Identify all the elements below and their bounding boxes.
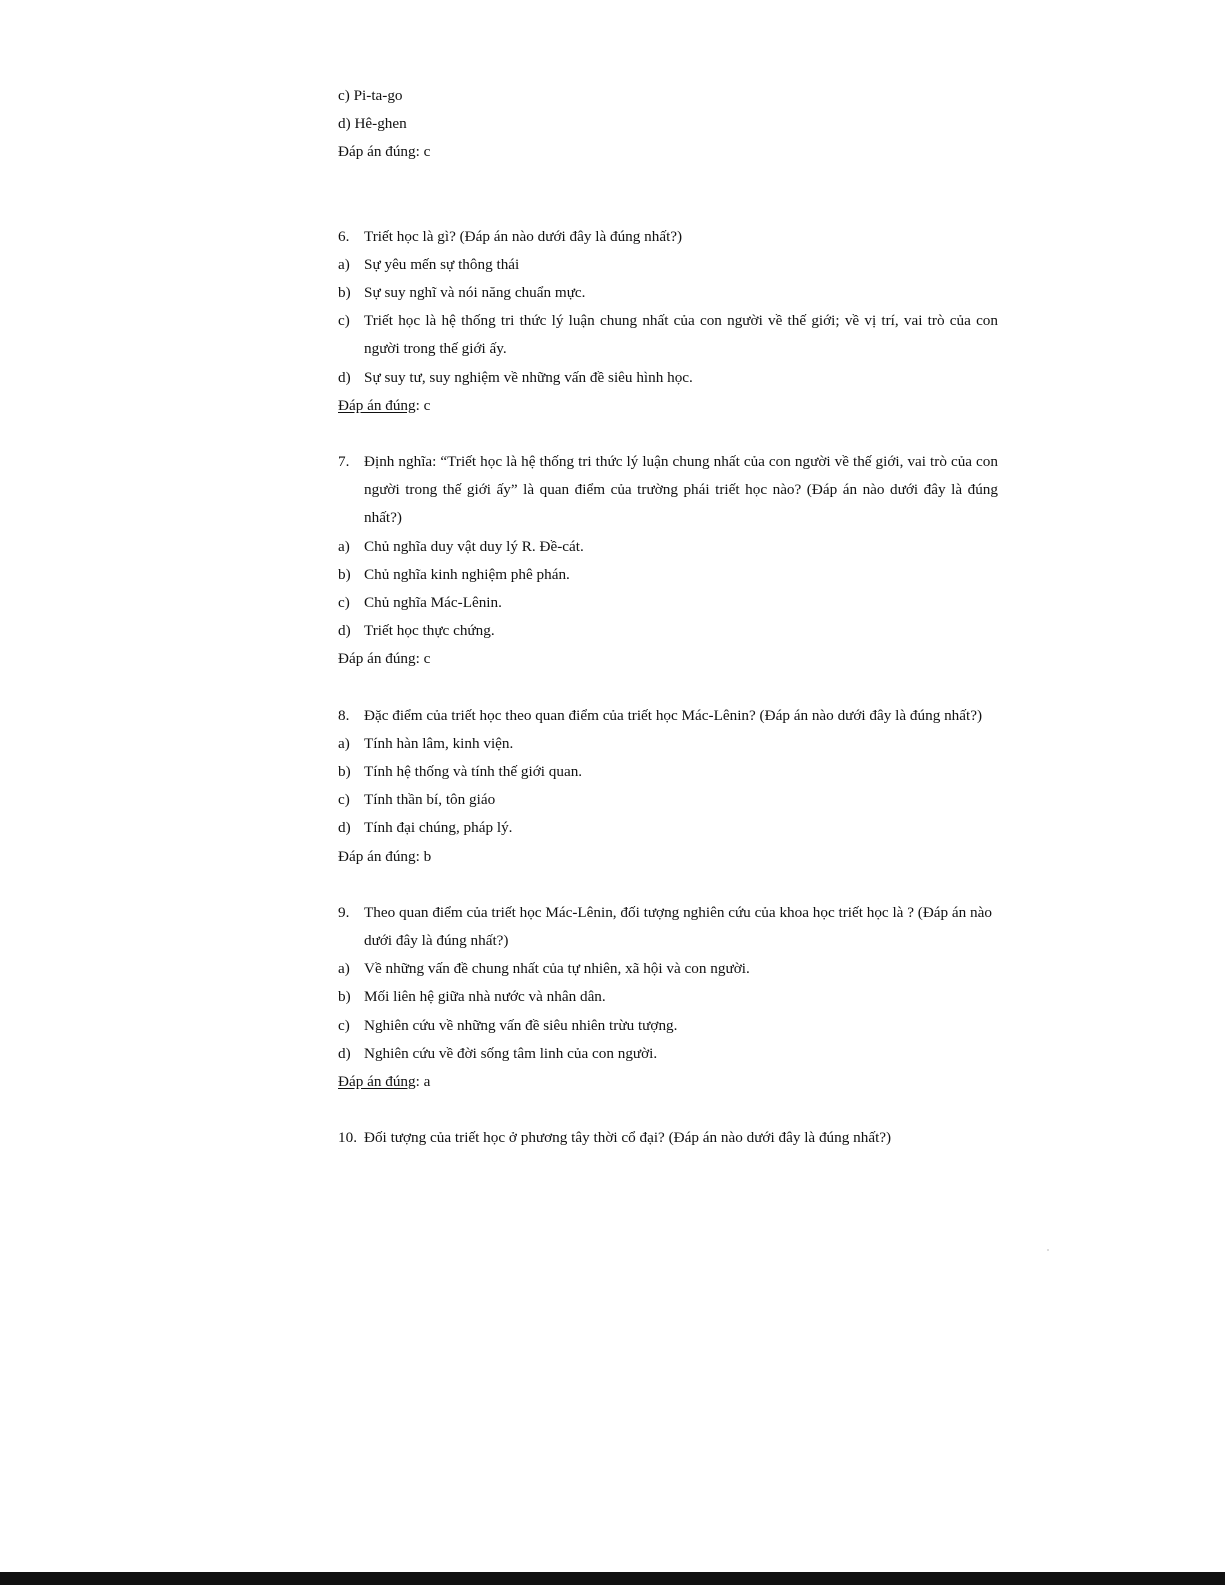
question-text: Đối tượng của triết học ở phương tây thời cổ đại? (Đáp án nào dưới đây là đúng nhất?) [364,1129,892,1147]
option-text: Mối liên hệ giữa nhà nước và nhân dân. [364,988,606,1006]
question-9 [338,899,998,1096]
option-marker: a) [338,255,350,273]
option-a [338,533,998,561]
option-d [338,364,998,392]
question-7-prompt [338,448,998,533]
question-text: Triết học là gì? (Đáp án nào dưới đây là đúng nhất?) [364,227,683,245]
option-marker: b) [338,565,351,583]
spacer [338,167,998,223]
option-text: Sự suy nghĩ và nói năng chuẩn mực. [364,284,586,302]
question-6 [338,223,998,420]
option-a [338,251,998,279]
question-number: 7. [338,453,350,471]
option-c [338,589,998,617]
option-a [338,730,998,758]
option-d [338,1040,998,1068]
question-6-answer: Đáp án đúng: c [338,396,431,414]
option-marker: b) [338,284,351,302]
answer-label: Đáp án đúng [338,650,416,668]
option-text: Triết học là hệ thống tri thức lý luận chung nhất của con người về thế giới; về vị trí, vai trò của con người trong thế giới ấy. [364,312,998,358]
option-text: Tính thần bí, tôn giáo [364,791,496,809]
option-b [338,279,998,307]
option-text: Nghiên cứu về những vấn đề siêu nhiên trừu tượng. [364,1016,678,1034]
option-marker: c) [338,1016,350,1034]
scan-bottom-edge [0,1572,1225,1585]
option-text: Triết học thực chứng. [364,622,495,640]
option-text: Tính hệ thống và tính thế giới quan. [364,763,583,781]
option-c [338,307,998,363]
question-number: 6. [338,227,350,245]
option-c [338,786,998,814]
question-8-answer: Đáp án đúng: b [338,847,432,865]
answer-value: c [423,396,431,414]
intro-option-d: d) Hê-ghen [338,115,407,133]
option-b [338,561,998,589]
answer-value: c [423,650,431,668]
option-text: Về những vấn đề chung nhất của tự nhiên, xã hội và con người. [364,960,750,978]
question-10 [338,1124,998,1152]
option-text: Chủ nghĩa Mác-Lênin. [364,594,502,612]
document-content [338,82,998,1153]
option-text: Nghiên cứu về đời sống tâm linh của con người. [364,1044,658,1062]
question-6-prompt [338,223,998,251]
answer-label: Đáp án đúng [338,143,416,161]
answer-label: Đáp án đúng [338,1073,416,1091]
option-marker: c) [338,791,350,809]
question-8 [338,702,998,871]
option-text: Chủ nghĩa duy vật duy lý R. Đề-cát. [364,537,584,555]
option-marker: a) [338,734,350,752]
option-b [338,983,998,1011]
option-text: Tính hàn lâm, kinh viện. [364,734,514,752]
answer-label: Đáp án đúng [338,847,416,865]
spacer [338,420,998,448]
option-marker: c) [338,312,350,330]
option-marker: a) [338,537,350,555]
option-text: Chủ nghĩa kinh nghiệm phê phán. [364,565,570,583]
question-9-prompt [338,899,998,955]
option-text: Tính đại chúng, pháp lý. [364,819,513,837]
question-text: Đặc điểm của triết học theo quan điểm của triết học Mác-Lênin? (Đáp án nào dưới đây là đúng nhất?) [364,706,983,724]
scan-speck [1047,1249,1049,1251]
intro-answer: Đáp án đúng: c [338,143,431,161]
option-text: Sự yêu mến sự thông thái [364,255,520,273]
option-marker: d) [338,819,351,837]
option-marker: c) [338,594,350,612]
spacer [338,674,998,702]
question-9-answer: Đáp án đúng: a [338,1073,431,1091]
question-7-answer: Đáp án đúng: c [338,650,431,668]
question-text: Theo quan điểm của triết học Mác-Lênin, đối tượng nghiên cứu của khoa học triết học là ? (Đáp án nào dưới đây là đúng nhất?) [364,903,992,950]
question-number: 9. [338,903,350,921]
option-marker: d) [338,622,351,640]
option-d [338,617,998,645]
answer-label: Đáp án đúng [338,396,416,414]
option-c [338,1012,998,1040]
option-marker: b) [338,988,351,1006]
answer-value: a [423,1073,431,1091]
option-marker: d) [338,1044,351,1062]
question-7 [338,448,998,674]
option-a [338,955,998,983]
question-number: 10. [338,1129,357,1147]
question-text: Định nghĩa: “Triết học là hệ thống tri thức lý luận chung nhất của con người về thế giới, vai trò của con người trong thế giới ấy” là quan điểm của trường phái triết học nào? (Đáp án nào dưới đây là đúng nhất?) [364,453,998,527]
question-10-prompt [338,1124,998,1152]
option-d [338,814,998,842]
spacer [338,871,998,899]
question-number: 8. [338,706,350,724]
spacer [338,1096,998,1124]
answer-value: c [423,143,431,161]
question-8-prompt [338,702,998,730]
option-text: Sự suy tư, suy nghiệm về những vấn đề siêu hình học. [364,368,693,386]
option-marker: b) [338,763,351,781]
option-marker: d) [338,368,351,386]
intro-option-c: c) Pi-ta-go [338,87,403,104]
option-marker: a) [338,960,350,978]
answer-value: b [423,847,432,865]
option-b [338,758,998,786]
